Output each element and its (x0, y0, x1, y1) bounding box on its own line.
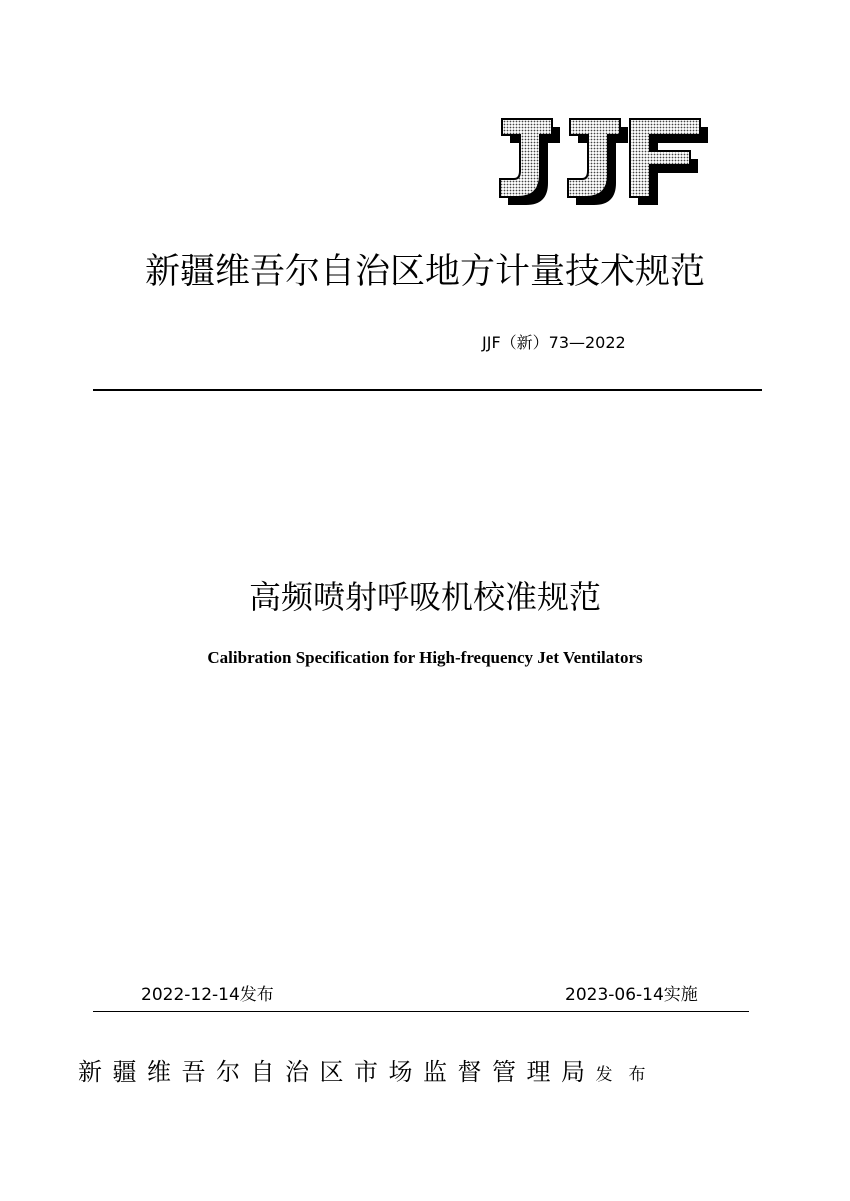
document-title-en: Calibration Specification for High-frequency Jet Ventilators (207, 648, 643, 667)
bottom-divider (93, 1011, 749, 1012)
issuing-authority: 新疆维吾尔自治区市场监督管理局 (78, 1058, 596, 1086)
issue-date: 2022-12-14发布 (141, 985, 274, 1005)
issuer-line (78, 1052, 662, 1087)
standard-code: JJF（新）73—2022 (482, 333, 626, 352)
document-title-zh: 高频喷射呼吸机校准规范 (248, 578, 601, 616)
top-divider (93, 389, 762, 391)
standard-type-heading: 新疆维吾尔自治区地方计量技术规范 (144, 252, 705, 292)
implementation-date: 2023-06-14实施 (565, 985, 698, 1005)
jjf-logo (494, 117, 712, 207)
issue-label: 发布 (595, 1065, 662, 1085)
